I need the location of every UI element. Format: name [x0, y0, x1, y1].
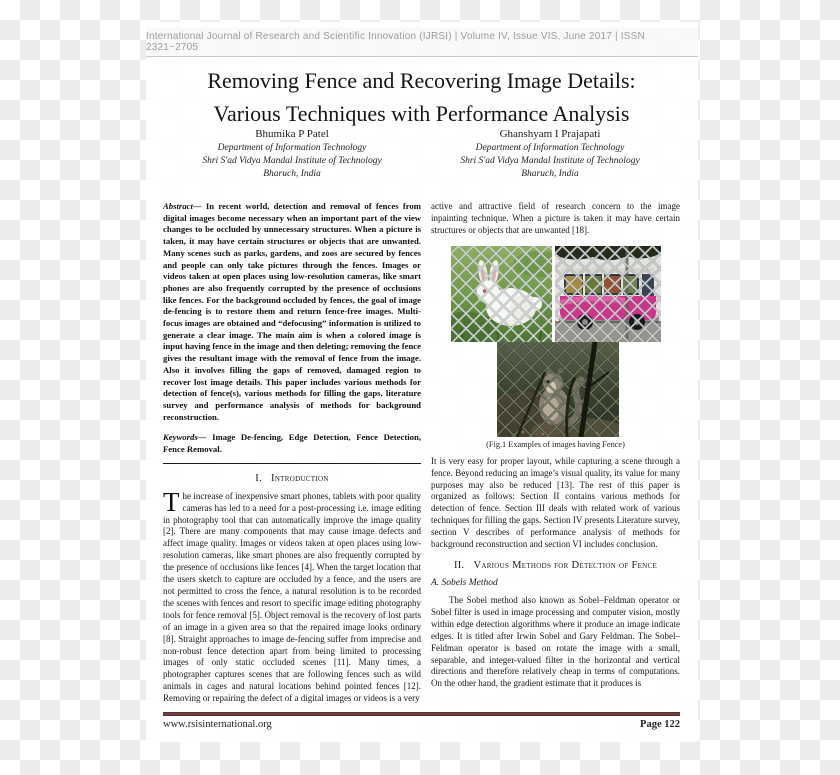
sobel-paragraph: The Sobel method also known as Sobel–Feldman operator or Sobel filter is used in image processing and computer vision, mostly within edge detection algorithms where it produce an image indicate edges. It is titled after Irwin Sobel and Gary Feldman. The Sobel–Feldman operator is based on rotate the image with a small, separable, and integer-valued filter in the horizontal and vertical directions and therefore relatively cheap in terms of computations. On the other hand, the gradient estimate that it produces is	[431, 594, 680, 689]
abstract-text: In recent world, detection and removal of fences from digital images become necessary when an important part of the view changes to be occluded by unnecessary structures. When a picture is taken, it may have certain structures or objects that are unwanted. Many scenes such as parks, gardens, and zoos are secured by fences and people can only take pictures through the fences. Images or videos taken at open places using low-resolution cameras, like smart phones are also frequently corrupted by the presence of occlusions like fences. For the background occluded by fences, the goal of image de-fencing is to restore them and return fence-free images. Multi-focus images are obtained and “defocusing” information is utilized to generate a clear image. The main aim is when a colored image is input having fence in the image and then deleting; removing the fence gives the resultant image with the removal of fence from the image. Also it involves filling the gaps of removed, damaged region to recover lost image details. This paper includes various methods for detection of fence(s), various methods for filling the gaps, literature survey and performance analysis of methods for background reconstruction.	[163, 201, 421, 422]
section-heading-methods	[431, 560, 680, 571]
two-column-body	[163, 201, 680, 709]
rabbit-fence-image	[451, 246, 552, 342]
paper-page	[146, 22, 698, 742]
journal-header	[146, 28, 698, 57]
page-title-line2: Various Techniques with Performance Analysis	[213, 101, 630, 126]
figure-1	[431, 246, 680, 449]
page-title-line1: Removing Fence and Recovering Image Details:	[207, 68, 636, 93]
author-department: Department of Information Technology	[475, 143, 625, 153]
section-numeral: I.	[255, 472, 263, 484]
author-institute: Shri S'ad Vidya Mandal Institute of Technology	[460, 156, 640, 166]
dropcap: T	[163, 486, 180, 517]
authors-row	[163, 128, 680, 181]
intro-paragraph	[163, 486, 421, 705]
section-title: Introduction	[271, 472, 329, 484]
footer-page-number: Page 122	[640, 719, 680, 730]
subsection-heading-sobel: A. Sobels Method	[431, 577, 498, 588]
keywords-label: Keywords—	[163, 432, 207, 443]
author-institute: Shri S'ad Vidya Mandal Institute of Technology	[202, 156, 382, 166]
footer-site-link[interactable]: www.rsisinternational.org	[163, 719, 272, 730]
footer-rule	[163, 712, 680, 716]
abstract-paragraph	[163, 201, 421, 423]
keywords-paragraph	[163, 432, 421, 463]
left-column	[163, 201, 421, 709]
intro-text: he increase of inexpensive smart phones, tablets with poor quality cameras has led to a need for a post-processing i.e. image editing in photography tool that can automatically improve the image quality [2]. There are many components that may cause image defects and affect image quality. Images or videos taken at open places using low-resolution cameras, like smart phones are also frequently corrupted by the presence of occlusions like fences [4]. When the target location that the users sketch to capture are occluded by a fence, and the users are not permitted to cross the fence, a natural resolution is to be recorded the scenes with fences and resort to specific image editing photography tools for fence removal [5]. Object removal is the recovery of lost parts of an image in a given area so that the repaired image looks ordinary [8]. Straight approaches to image de-fencing suffer from imprecise and non-robust fence detection apart from being limited to processing images of only static occluded scenes [11]. Many times, a photographer captures scenes that are following fences such as wild animals in cages and natural locations behind pointed fences [12]. Removing or repairing the defect of a digital images or videos is a very	[163, 490, 421, 704]
author-name: Ghanshyam I Prajapati	[499, 128, 601, 140]
section-numeral: II.	[453, 559, 465, 571]
bus-fence-image	[555, 246, 661, 342]
author-block-2	[421, 128, 679, 181]
keywords-text: Image De-fencing, Edge Detection, Fence Detection, Fence Removal.	[163, 432, 421, 455]
figure-row-2	[497, 342, 680, 437]
page-footer	[163, 719, 680, 730]
page-title	[163, 64, 680, 130]
author-location: Bharuch, India	[521, 169, 579, 179]
author-department: Department of Information Technology	[217, 143, 367, 153]
journal-header-text: International Journal of Research and Scientific Innovation (IJRSI) | Volume IV, Issue VIS, June 2017 | ISSN 2321−2705	[146, 31, 645, 53]
section-title: Various Methods for Detection of Fence	[473, 559, 658, 571]
right-paragraph-2: It is very easy for proper layout, while capturing a scene through a fence. Beyond reducing an image’s visual quality, its value for many purposes may also be reduced [13]. The rest of this paper is organized as follows: Section II contains various methods for detection of fence. Section III deals with related work of various techniques for filling the gaps. Section IV presents Literature survey, section V describes of performance analysis of methods for background reconstruction and section VI includes conclusion.	[431, 455, 680, 550]
figure-caption: (Fig.1 Examples of images having Fence)	[486, 439, 625, 449]
author-location: Bharuch, India	[263, 169, 321, 179]
author-block-1	[163, 128, 421, 181]
right-paragraph-1: active and attractive field of research concern to the image inpainting technique. When a picture is taken it may have certain structures or objects that are unwanted [18].	[431, 201, 680, 235]
abstract-label: Abstract—	[163, 201, 202, 211]
section-heading-introduction	[163, 473, 421, 484]
author-name: Bhumika P Patel	[255, 128, 329, 140]
squirrel-fence-image	[497, 342, 619, 437]
right-column	[431, 201, 680, 709]
figure-row-1	[451, 246, 680, 342]
